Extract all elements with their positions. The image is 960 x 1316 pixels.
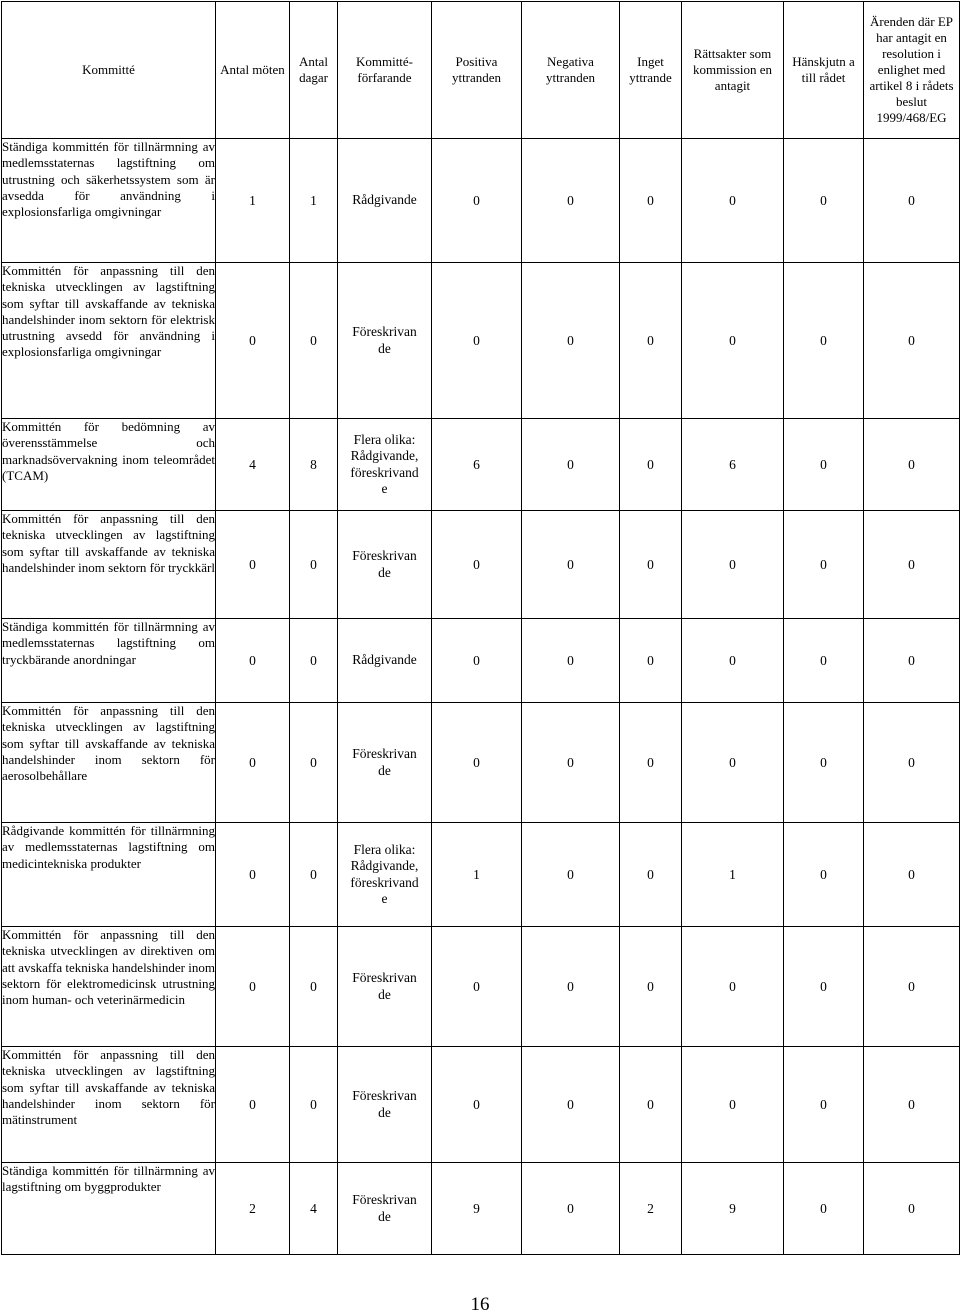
procedure-line: föreskrivand [350, 874, 419, 890]
header-meetings: Antal möten [216, 2, 290, 139]
legal-acts-cell: 0 [682, 1047, 784, 1163]
ep-cases-cell: 0 [864, 419, 960, 511]
referred-cell: 0 [784, 1163, 864, 1255]
procedure-line: Rådgivande [352, 652, 417, 668]
procedure-line: föreskrivand [350, 464, 419, 480]
committee-name-cell: Kommittén för anpassning till den tekniska utvecklingen av lagstiftning som syftar till avskaffande av tekniska handelshinder inom sektorn för aerosolbehållare [2, 703, 216, 823]
table-row [2, 703, 960, 823]
ep-cases-cell: 0 [864, 139, 960, 263]
legal-acts-cell: 0 [682, 511, 784, 619]
days-cell: 0 [290, 619, 338, 703]
days-cell: 0 [290, 823, 338, 927]
no-opinion-cell: 0 [620, 263, 682, 419]
page-number: 16 [470, 1294, 490, 1315]
legal-acts-cell: 9 [682, 1163, 784, 1255]
header-negative: Negativa yttranden [522, 2, 620, 139]
table-body [2, 139, 960, 1255]
meetings-cell: 0 [216, 927, 290, 1047]
referred-cell: 0 [784, 419, 864, 511]
committee-name-cell: Ständiga kommittén för tillnärmning av lagstiftning om byggprodukter [2, 1163, 216, 1255]
ep-cases-cell: 0 [864, 511, 960, 619]
procedure-line: Föreskrivan [352, 548, 417, 563]
procedure-cell [338, 1047, 432, 1163]
referred-cell: 0 [784, 139, 864, 263]
legal-acts-cell: 6 [682, 419, 784, 511]
header-row [2, 2, 960, 139]
procedure-line: e [381, 891, 388, 906]
committee-name-cell: Kommittén för bedömning av överensstämmelse och marknadsövervakning inom teleområdet (TCAM) [2, 419, 216, 511]
header-committee: Kommitté [2, 2, 216, 139]
meetings-cell: 0 [216, 1047, 290, 1163]
header-days: Antal dagar [290, 2, 338, 139]
days-cell: 0 [290, 1047, 338, 1163]
negative-cell: 0 [522, 419, 620, 511]
meetings-cell: 0 [216, 619, 290, 703]
referred-cell: 0 [784, 511, 864, 619]
no-opinion-cell: 0 [620, 703, 682, 823]
days-cell: 0 [290, 263, 338, 419]
procedure-line: de [378, 564, 391, 580]
negative-cell: 0 [522, 1047, 620, 1163]
procedure-line: Flera olika: [353, 841, 416, 857]
committee-name-cell: Kommittén för anpassning till den tekniska utvecklingen av lagstiftning som syftar till avskaffande av tekniska handelshinder inom sektorn för elektrisk utrustning avsedd för användning i explosionsfarliga omgivningar [2, 263, 216, 419]
no-opinion-cell: 0 [620, 927, 682, 1047]
committee-name-cell: Rådgivande kommittén för tillnärmning av medlemsstaternas lagstiftning om medicintekniska produkter [2, 823, 216, 927]
header-referred: Hänskjutn a till rådet [784, 2, 864, 139]
no-opinion-cell: 0 [620, 419, 682, 511]
positive-cell: 9 [432, 1163, 522, 1255]
referred-cell: 0 [784, 619, 864, 703]
table-row [2, 1047, 960, 1163]
meetings-cell: 0 [216, 703, 290, 823]
procedure-cell [338, 419, 432, 511]
negative-cell: 0 [522, 619, 620, 703]
negative-cell: 0 [522, 823, 620, 927]
ep-cases-cell: 0 [864, 619, 960, 703]
ep-cases-cell: 0 [864, 927, 960, 1047]
committee-name-cell: Kommittén för anpassning till den tekniska utvecklingen av direktiven om att avskaffa tekniska handelshinder inom sektorn för elektromedicinsk utrustning inom human- och veterinärmedicin [2, 927, 216, 1047]
committee-name-cell: Ständiga kommittén för tillnärmning av medlemsstaternas lagstiftning om utrustning och säkerhetssystem som är avsedda för användning i explosionsfarliga omgivningar [2, 139, 216, 263]
procedure-line: Föreskrivan [352, 1192, 417, 1207]
positive-cell: 0 [432, 511, 522, 619]
procedure-cell [338, 703, 432, 823]
meetings-cell: 1 [216, 139, 290, 263]
procedure-line: de [378, 986, 391, 1002]
procedure-cell [338, 927, 432, 1047]
ep-cases-cell: 0 [864, 263, 960, 419]
table-row [2, 263, 960, 419]
table-row [2, 511, 960, 619]
committee-name-cell: Ständiga kommittén för tillnärmning av medlemsstaternas lagstiftning om tryckbärande anordningar [2, 619, 216, 703]
days-cell: 8 [290, 419, 338, 511]
ep-cases-cell: 0 [864, 703, 960, 823]
days-cell: 0 [290, 703, 338, 823]
committee-table [1, 1, 960, 1255]
procedure-line: Rådgivande, [350, 448, 419, 463]
table-row [2, 419, 960, 511]
legal-acts-cell: 0 [682, 619, 784, 703]
header-procedure: Kommitté-förfarande [338, 2, 432, 139]
positive-cell: 0 [432, 1047, 522, 1163]
table-row [2, 619, 960, 703]
no-opinion-cell: 0 [620, 1047, 682, 1163]
procedure-line: de [378, 762, 391, 778]
days-cell: 1 [290, 139, 338, 263]
days-cell: 0 [290, 927, 338, 1047]
meetings-cell: 2 [216, 1163, 290, 1255]
negative-cell: 0 [522, 511, 620, 619]
table-row [2, 1163, 960, 1255]
meetings-cell: 0 [216, 823, 290, 927]
header-ep-cases: Ärenden där EP har antagit en resolution i enlighet med artikel 8 i rådets beslut 1999/468/EG [864, 2, 960, 139]
no-opinion-cell: 0 [620, 619, 682, 703]
referred-cell: 0 [784, 703, 864, 823]
legal-acts-cell: 0 [682, 927, 784, 1047]
ep-cases-cell: 0 [864, 1047, 960, 1163]
positive-cell: 6 [432, 419, 522, 511]
ep-cases-cell: 0 [864, 1163, 960, 1255]
procedure-line: Föreskrivan [352, 970, 417, 985]
no-opinion-cell: 0 [620, 823, 682, 927]
negative-cell: 0 [522, 1163, 620, 1255]
positive-cell: 1 [432, 823, 522, 927]
procedure-line: de [378, 1104, 391, 1120]
negative-cell: 0 [522, 927, 620, 1047]
no-opinion-cell: 2 [620, 1163, 682, 1255]
days-cell: 0 [290, 511, 338, 619]
procedure-cell [338, 139, 432, 263]
referred-cell: 0 [784, 823, 864, 927]
procedure-cell [338, 263, 432, 419]
positive-cell: 0 [432, 927, 522, 1047]
header-no-opinion: Inget yttrande [620, 2, 682, 139]
table-row [2, 139, 960, 263]
procedure-cell [338, 511, 432, 619]
meetings-cell: 0 [216, 511, 290, 619]
no-opinion-cell: 0 [620, 139, 682, 263]
procedure-line: Föreskrivan [352, 324, 417, 339]
meetings-cell: 0 [216, 263, 290, 419]
negative-cell: 0 [522, 263, 620, 419]
procedure-cell [338, 1163, 432, 1255]
legal-acts-cell: 0 [682, 139, 784, 263]
procedure-line: de [378, 340, 391, 356]
table-row [2, 927, 960, 1047]
no-opinion-cell: 0 [620, 511, 682, 619]
legal-acts-cell: 0 [682, 703, 784, 823]
referred-cell: 0 [784, 927, 864, 1047]
days-cell: 4 [290, 1163, 338, 1255]
referred-cell: 0 [784, 263, 864, 419]
positive-cell: 0 [432, 703, 522, 823]
procedure-line: Rådgivande, [350, 858, 419, 873]
legal-acts-cell: 1 [682, 823, 784, 927]
procedure-line: Flera olika: [353, 431, 416, 447]
procedure-line: Rådgivande [352, 192, 417, 208]
procedure-line: Föreskrivan [352, 746, 417, 761]
negative-cell: 0 [522, 703, 620, 823]
procedure-line: Föreskrivan [352, 1088, 417, 1103]
positive-cell: 0 [432, 619, 522, 703]
ep-cases-cell: 0 [864, 823, 960, 927]
negative-cell: 0 [522, 139, 620, 263]
referred-cell: 0 [784, 1047, 864, 1163]
committee-name-cell: Kommittén för anpassning till den tekniska utvecklingen av lagstiftning som syftar till avskaffande av tekniska handelshinder inom sektorn för tryckkärl [2, 511, 216, 619]
procedure-cell [338, 619, 432, 703]
positive-cell: 0 [432, 139, 522, 263]
positive-cell: 0 [432, 263, 522, 419]
procedure-cell [338, 823, 432, 927]
committee-name-cell: Kommittén för anpassning till den tekniska utvecklingen av lagstiftning som syftar till avskaffande av tekniska handelshinder inom sektorn för mätinstrument [2, 1047, 216, 1163]
procedure-line: e [381, 481, 388, 496]
legal-acts-cell: 0 [682, 263, 784, 419]
meetings-cell: 4 [216, 419, 290, 511]
procedure-line: de [378, 1208, 391, 1224]
header-legal-acts: Rättsakter som kommission en antagit [682, 2, 784, 139]
table-row [2, 823, 960, 927]
header-positive: Positiva yttranden [432, 2, 522, 139]
